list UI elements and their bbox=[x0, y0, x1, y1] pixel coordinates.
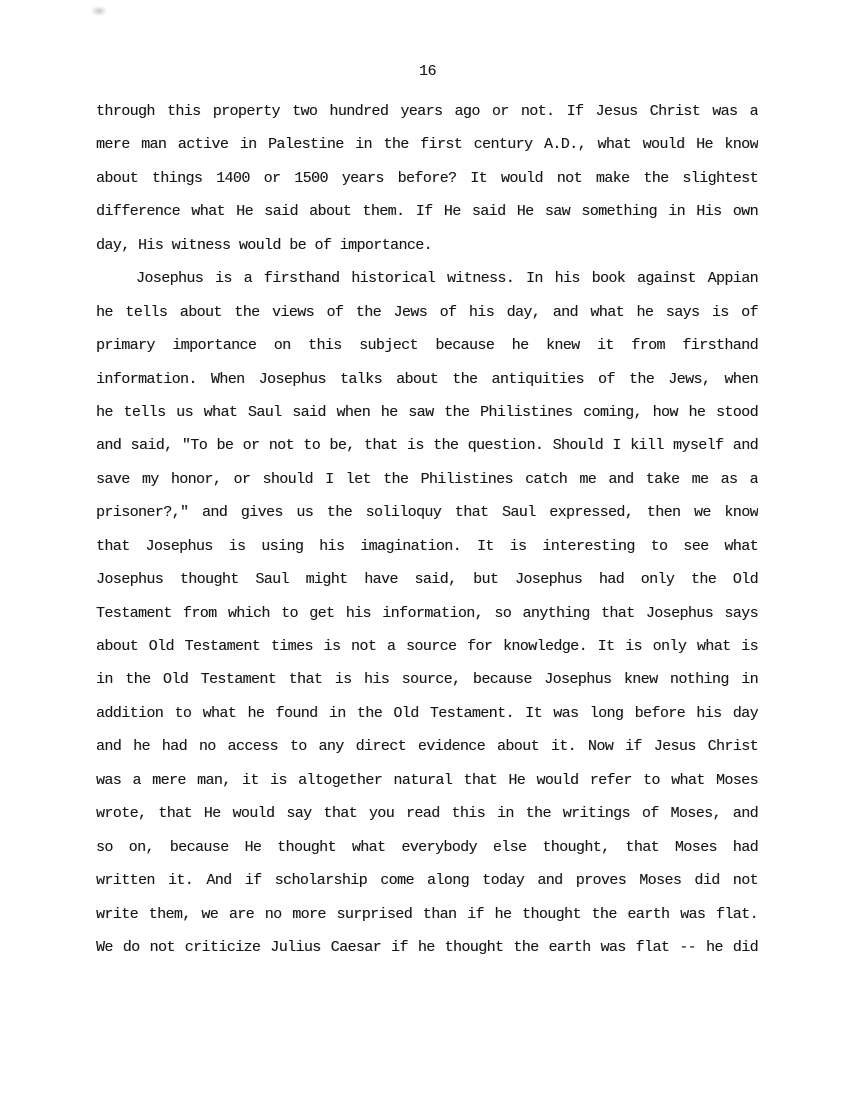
text-line: Josephus is a firsthand historical witness. In his book against Appian bbox=[136, 270, 758, 288]
text-line: and said, "To be or not to be, that is the question. Should I kill myself and bbox=[96, 437, 758, 455]
text-line: that Josephus is using his imagination. It is interesting to see what bbox=[96, 537, 758, 555]
text-line: about Old Testament times is not a source for knowledge. It is only what is bbox=[96, 638, 758, 655]
text-line: Testament from which to get his information, so anything that Josephus says bbox=[96, 604, 758, 622]
text-line: We do not criticize Julius Caesar if he thought the earth was flat -- he did bbox=[96, 938, 758, 956]
text-line: information. When Josephus talks about the antiquities of the Jews, when bbox=[96, 370, 758, 388]
text-line: about things 1400 or 1500 years before? It would not make the slightest bbox=[96, 169, 758, 187]
body-text bbox=[96, 95, 758, 964]
text-line: in the Old Testament that is his source, because Josephus knew nothing in bbox=[96, 671, 758, 689]
text-line: prisoner?," and gives us the soliloquy that Saul expressed, then we know bbox=[96, 504, 758, 522]
text-line: save my honor, or should I let the Philistines catch me and take me as a bbox=[96, 470, 758, 488]
text-line: addition to what he found in the Old Testament. It was long before his day bbox=[96, 704, 758, 722]
page-number: 16 bbox=[418, 63, 436, 80]
scan-smudge-artifact bbox=[91, 6, 107, 16]
text-line: write them, we are no more surprised than if he thought the earth was flat. bbox=[96, 905, 758, 923]
text-line: primary importance on this subject because he knew it from firsthand bbox=[96, 337, 758, 355]
text-line: he tells about the views of the Jews of his day, and what he says is of bbox=[96, 303, 758, 321]
text-line: so on, because He thought what everybody else thought, that Moses had bbox=[96, 838, 758, 856]
text-line: he tells us what Saul said when he saw the Philistines coming, how he stood bbox=[96, 403, 758, 421]
text-line: difference what He said about them. If He said He saw something in His own bbox=[96, 203, 758, 221]
text-line: was a mere man, it is altogether natural that He would refer to what Moses bbox=[96, 771, 758, 789]
text-line: day, His witness would be of importance. bbox=[96, 236, 433, 254]
text-line: Josephus thought Saul might have said, but Josephus had only the Old bbox=[96, 571, 758, 589]
text-line: written it. And if scholarship come along today and proves Moses did not bbox=[96, 872, 758, 890]
text-line: wrote, that He would say that you read this in the writings of Moses, and bbox=[96, 805, 758, 823]
text-line: mere man active in Palestine in the first century A.D., what would He know bbox=[96, 136, 758, 154]
text-line: through this property two hundred years ago or not. If Jesus Christ was a bbox=[96, 103, 758, 120]
text-line: and he had no access to any direct evidence about it. Now if Jesus Christ bbox=[96, 738, 758, 756]
